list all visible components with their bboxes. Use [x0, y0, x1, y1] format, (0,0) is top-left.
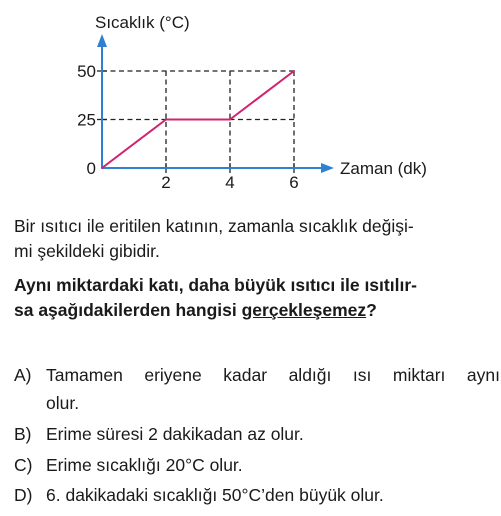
option-c-text: Erime sıcaklığı 20°C olur. — [46, 455, 243, 475]
option-b-letter: B) — [14, 424, 32, 444]
option-d-text: 6. dakikadaki sıcaklığı 50°C’den büyük olur. — [46, 485, 384, 505]
x-axis-arrow — [321, 163, 334, 173]
prompt-line-2 — [14, 298, 377, 323]
temperature-time-chart — [0, 0, 501, 200]
prompt-qmark: ? — [366, 300, 377, 320]
x-tick-label-6: 6 — [289, 173, 299, 192]
prompt-emphasis: gerçekleşemez — [241, 300, 367, 320]
option-b[interactable] — [14, 420, 500, 448]
option-b-text: Erime süresi 2 dakikadan az olur. — [46, 424, 304, 444]
option-a-text-cont: olur. — [46, 393, 80, 413]
intro-line-2: mi şekildeki gibidir. — [14, 241, 160, 261]
prompt-text: sa aşağıdakilerden hangisi — [14, 300, 242, 320]
option-d-letter: D) — [14, 485, 33, 505]
y-axis-arrow — [97, 34, 107, 47]
guide-lines — [97, 71, 294, 173]
y-axis-label: Sıcaklık (°C) — [95, 13, 190, 32]
line-segment-3 — [230, 71, 294, 120]
y-tick-label-25: 25 — [77, 110, 96, 130]
option-c-letter: C) — [14, 455, 33, 475]
x-axis-label: Zaman (dk) — [340, 159, 427, 178]
x-tick-label-2: 2 — [161, 173, 171, 192]
option-c[interactable] — [14, 451, 500, 479]
axes — [97, 34, 334, 173]
line-segment-1 — [102, 120, 166, 169]
prompt-line-1: Aynı miktardaki katı, daha büyük ısıtıcı ile ısıtılır- — [14, 275, 417, 295]
x-tick-label-4: 4 — [225, 173, 235, 192]
option-d[interactable] — [14, 481, 500, 509]
intro-line-1: Bir ısıtıcı ile eritilen katının, zamanla sıcaklık değişi- — [14, 216, 414, 236]
option-a[interactable] — [14, 361, 500, 417]
option-a-text: Tamamen eriyene kadar aldığı ısı miktarı aynı — [46, 365, 500, 385]
y-tick-label-50: 50 — [77, 62, 96, 81]
option-a-letter: A) — [14, 365, 32, 385]
y-tick-label-0: 0 — [86, 159, 96, 178]
tick-labels — [77, 62, 299, 192]
